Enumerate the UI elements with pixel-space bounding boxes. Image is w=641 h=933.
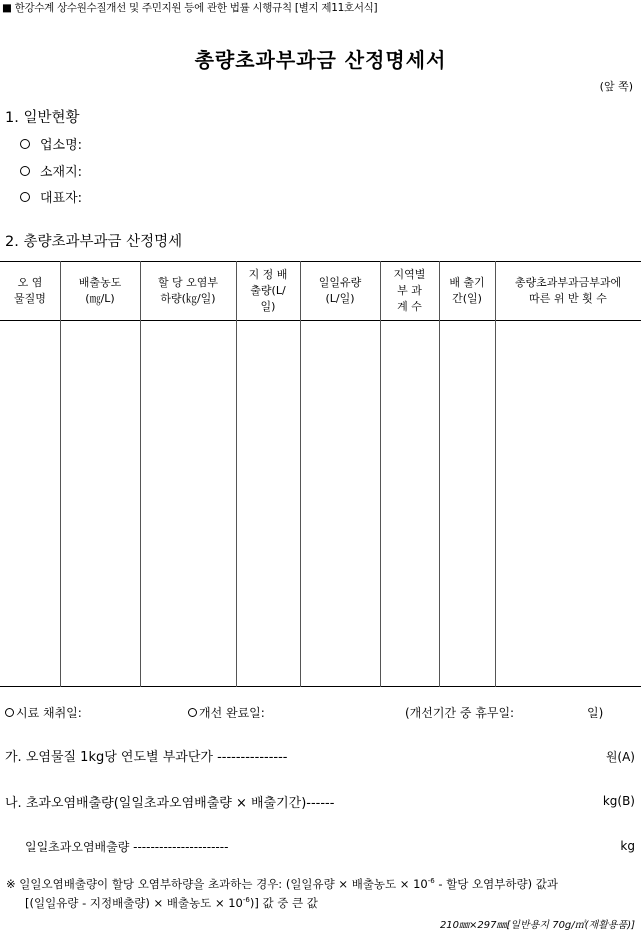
column-divider (140, 261, 141, 687)
representative-field[interactable] (20, 187, 82, 206)
representative-label: 대표자: (40, 191, 83, 206)
column-divider (495, 261, 496, 687)
col-header-discharge-period: 배 출기 간(일) (449, 275, 485, 305)
circle-bullet-icon (20, 166, 30, 176)
address-field[interactable] (20, 161, 82, 180)
column-divider (60, 261, 61, 687)
column-divider (380, 261, 381, 687)
excess-discharge-unit: kg(B) (602, 794, 635, 808)
col-header-daily-flow: 일일유량 (L/일) (318, 275, 362, 305)
column-divider (439, 261, 440, 687)
calculation-note-line2: [(일일유량 - 지정배출량) × 배출농도 × $10^{-6}$)] 값 중 큰 값 (25, 895, 318, 910)
circle-bullet-icon (188, 708, 197, 717)
column-divider (236, 261, 237, 687)
excess-discharge-line: 나. 초과오염배출량(일일초과오염배출량 × 배출기간)------ (5, 796, 335, 811)
unit-charge-unit: 원(A) (605, 750, 635, 764)
col-header-violation-count: 총량초과부과금부과에 따른 위 반 횟 수 (514, 275, 622, 305)
col-header-regional-coefficient: 지역별 부 과 계 수 (393, 267, 426, 313)
front-page-label: (앞 쪽) (599, 80, 633, 93)
col-header-allocated-load: 할 당 오염부 하량(㎏/일) (157, 275, 219, 305)
col-header-designated-discharge: 지 정 배 출량(L/ 일) (248, 267, 288, 313)
holidays-unit: 일) (587, 706, 604, 720)
calculation-table (0, 261, 641, 687)
section2-heading: 2. 총량초과부과금 산정명세 (5, 234, 183, 250)
paper-size-footer: 210㎜×297㎜[일반용지 70g/㎡(재활용품)] (439, 920, 635, 931)
unit-charge-line: 가. 오염물질 1kg당 연도별 부과단가 --------------- (5, 750, 288, 765)
business-name-label: 업소명: (40, 138, 83, 153)
completion-date-label: 개선 완료일: (199, 706, 265, 720)
daily-excess-line: 일일초과오염배출량 ---------------------- (25, 840, 229, 854)
sampling-date-label: 시료 채취일: (16, 706, 82, 720)
circle-bullet-icon (5, 708, 14, 717)
sampling-date-field[interactable] (5, 704, 82, 721)
section1-heading: 1. 일반현황 (5, 110, 80, 126)
business-name-field[interactable] (20, 134, 82, 153)
table-bottom-border (0, 686, 641, 687)
col-header-pollutant: 오 염 물질명 (14, 275, 46, 305)
holidays-label: (개선기간 중 휴무일: (405, 706, 515, 720)
circle-bullet-icon (20, 192, 30, 202)
page-title: 총량초과부과금 산정명세서 (194, 48, 447, 72)
table-header-border (0, 320, 641, 321)
circle-bullet-icon (20, 139, 30, 149)
completion-date-field[interactable] (188, 704, 265, 721)
address-label: 소재지: (40, 165, 83, 180)
form-reference: ■ 한강수계 상수원수질개선 및 주민지원 등에 관한 법률 시행규칙 [별지 제11호서식] (2, 2, 378, 14)
column-divider (300, 261, 301, 687)
col-header-concentration: 배출농도 (㎎/L) (78, 275, 122, 305)
calculation-note-line1: ※ 일일오염배출량이 할당 오염부하량을 초과하는 경우: (일일유량 × 배출농도 × $10^{-6}$ - 할당 오염부하량) 값과 (6, 876, 558, 891)
daily-excess-unit: kg (620, 839, 635, 853)
